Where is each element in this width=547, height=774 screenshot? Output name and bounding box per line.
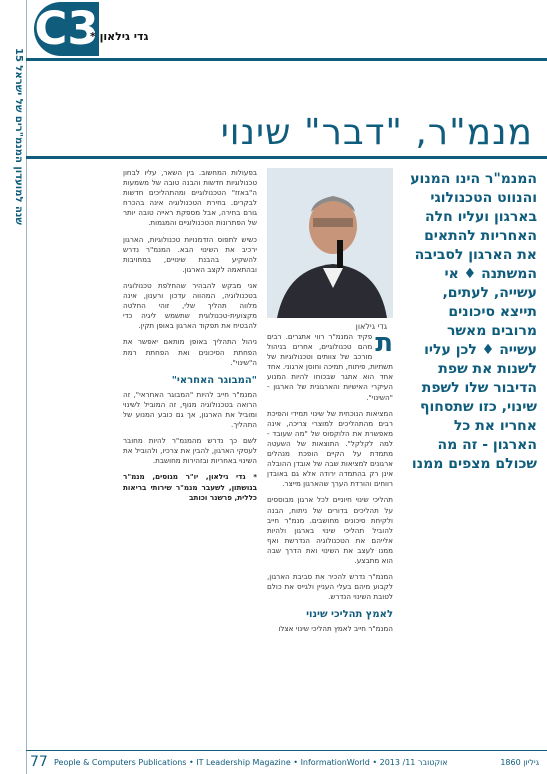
page-number: 77 <box>30 754 48 770</box>
paragraph: תהליכי שינוי חיוניים לכל ארגון מבוססים על תהליכים בדורים של ניתוח, הבנה ולקיחת סיכונים מחושבים. מנמ"ר חייב להוביל תהליכי שינוי בארגון ולהיות אלייהם את הטכנולוגיה הנדרשת ואף ממנו לעצב את השינוי ואת הדרך שבה הוא מתבצע. <box>267 495 393 565</box>
article-column-1 <box>267 328 393 641</box>
author-photo <box>267 168 393 318</box>
portrait-illustration <box>267 168 393 318</box>
lead-paragraph: המנמ"ר הינו המנוע והנווט הטכנולוגי בארגון ועליו חלה האחריות להתאים את הארגון לסביבה המשתנה ♦ אי עשייה, לעתים, תייצא סיכונים מרובים מאשר עשייה ♦ לכן עליו לשנות את שפת הדיבור שלו לשפת שינוי, כזו שתסחוף אחריו את כל הארגון - זה מה שכולם מצפים ממנו <box>410 171 537 472</box>
headline-rule <box>26 156 547 159</box>
paragraph: המנמ"ר חייב לאמץ תהליכי שינוי אצלו <box>278 624 393 634</box>
photo-caption: גדי גילאון <box>355 322 387 331</box>
subheading: לאמץ תהליכי שינוי <box>306 609 393 621</box>
c3-logo: C3 <box>34 2 99 55</box>
header-author: גדי גילאון * <box>90 30 149 43</box>
paragraph: בפעולות המחשוב. בין השאר, עליו לבחון טכנולוגיות חדשות והבנה טובה של משמעות ה"באזז" הטכנולוגיים ומהתהליכים חדשות לבקרים. בחירת הטכנולוגיה אינה בהכרח גורם בחירה, אבל מספקת ראייה טובה יותר של הפתרונות הטכנולוגיים והמגמות. <box>123 168 257 228</box>
author-bio: * גדי גילאון, יו"ר מגוסים, מנמ"ר בנושתון, לשעבר מנמ"ר שירותי בריאות כללית, פרשנר וכותב <box>123 472 257 502</box>
paragraph: פקיד המנמ"ר רווי אתגרים. רבים מהם טכנולוגיים, אחרים בניהול מורכב של צוותים וטכנולוגיות של תשתיות, פיתוח, תמיכה וחוסן ארגוני. אחד אחד הוא אתגר שבכוחו להיות המנוע העיקרי האישיות והארגונית של הארגון - "השינוי". <box>267 332 393 402</box>
paragraph: כשיש לתפוס הזדמנויות טכנולוגיות, הארגון ירכיב את השינוי הבא. המנמ"ר נדרש להשקיע בהבנת שינויים, במחויבות ובהתאמה לקצב הארגון. <box>123 234 257 274</box>
top-bar <box>26 0 547 58</box>
drop-cap: ת <box>375 328 393 358</box>
footer-publication: People & Computers Publications • IT Leadership Magazine • InformationWorld • 2013 /אוקטובר 11 <box>54 758 448 767</box>
sidebar-title: 15 שנה למועדון המנמ"רים של ישראל <box>13 48 24 225</box>
top-rule <box>26 58 547 61</box>
paragraph: אני מבקש להבהיר שהחלפת טכנולוגיה בטכנולוגיה, המהווה עדכון ורענון, אינה מלווה תהליך שלי, זוהי החלטה מקצועית-טכנולוגית שתשמש ליגיה כדי להבטיח את תפקוד הארגון באופן תקין. <box>123 280 257 331</box>
article-column-2 <box>123 168 257 509</box>
sidebar <box>0 0 27 774</box>
subheading: "המבוגר האחראי" <box>171 374 257 386</box>
paragraph: המנמ"ר חייב להיות "המבוגר האחראי", זה הרואה בטכנולוגיה מנוף, זה המוביל לשינוי ומוביל את הארגון, אך גם כובע המנוע של התהליך. <box>123 389 257 430</box>
paragraph: לשם כך נדרש מהמנמ"ר להיות מחובר לעסקי הארגון, להבין את צרכיו, ולהוביל את השינוי באחריות ובזהירות מחושבת. <box>123 436 257 466</box>
footer <box>26 750 547 773</box>
paragraph: המציאות הנוכחית של שינוי תמידי והפיכת רבים מהתהליכים למוצרי צריכה, אינה מאפשרת את הלוקסוס של "מה שעובד - למה לקלקל". התוצאות של השעטה מתמדת על הקיים הופכת מנהלים ארגונים למציאות שבה של אובדן ההובלה אינן רק בהתמדה ירודה אלא גם באובדן רווחים והורדת הערך שהארגון מייצר. <box>267 408 393 489</box>
paragraph: ניהול התהליך באופן מותאם יאפשר את הפחתת הסיכונים ואת הפחתת רמת ה"שינוי". <box>123 337 257 367</box>
footer-issue: גיליון 1860 <box>500 758 539 767</box>
headline: מנמ"ר, "דבר" שינוי <box>220 112 533 153</box>
paragraph: המנמ"ר נדרש להכיר את סביבת הארגון, לקבוע מיהם בעלי העניין ולגייס את כולם לטובת השינוי הנדרש. <box>267 572 393 602</box>
